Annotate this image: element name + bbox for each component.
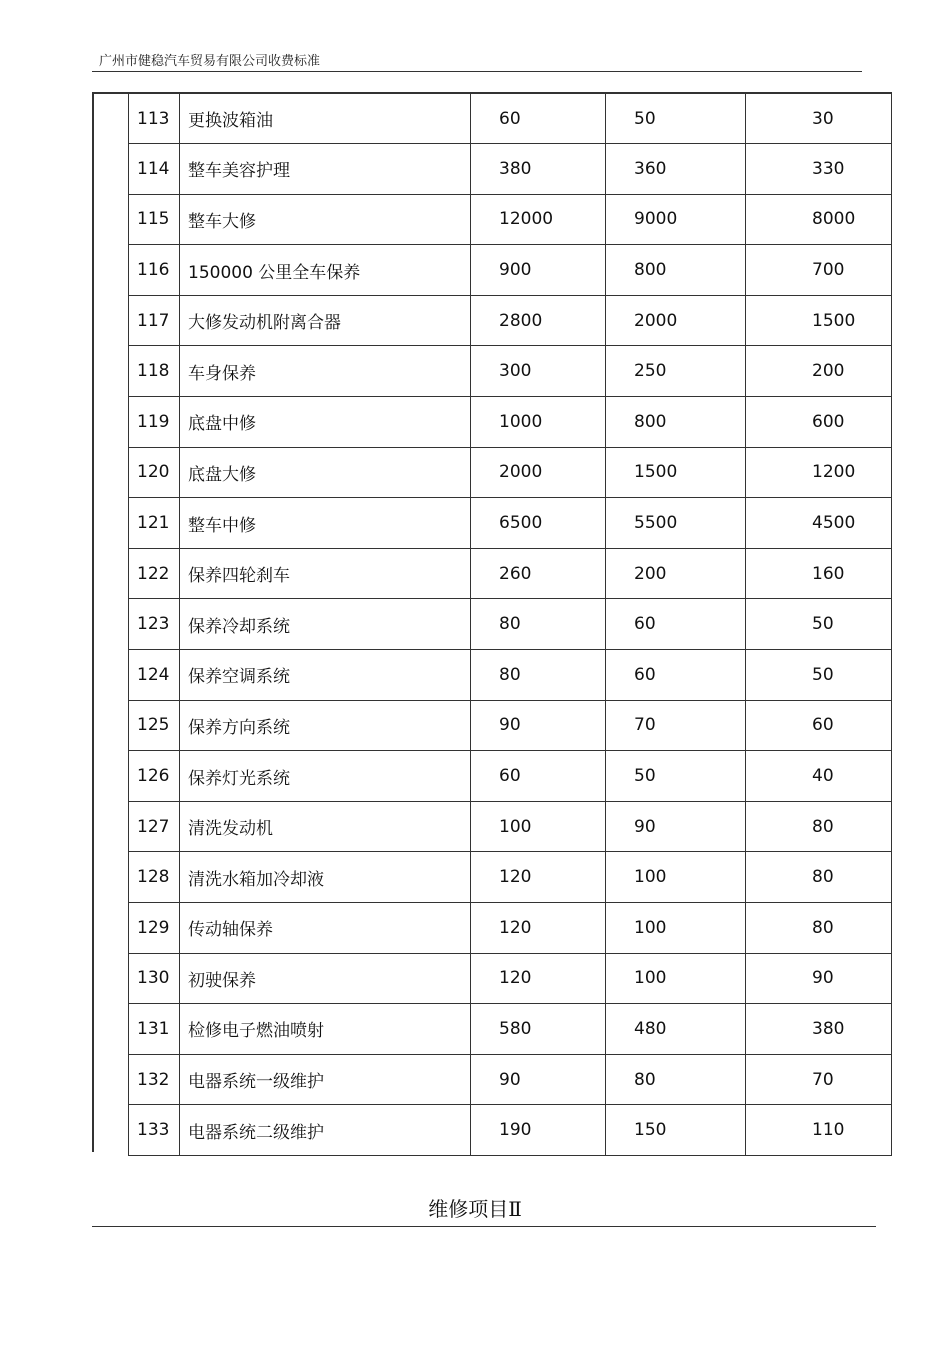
item-number-cell: 121: [129, 498, 180, 549]
item-name-cell: 底盘大修: [180, 447, 471, 498]
price-col3-cell: 60: [746, 700, 892, 751]
price-col1-cell: 300: [471, 346, 606, 397]
price-col3-cell: 600: [746, 397, 892, 448]
price-col3-cell: 330: [746, 144, 892, 195]
item-number-cell: 131: [129, 1004, 180, 1055]
item-name-cell: 更换波箱油: [180, 93, 471, 144]
price-col2-cell: 100: [606, 903, 746, 954]
price-col3-cell: 160: [746, 548, 892, 599]
footer-divider: [92, 1226, 876, 1227]
table-row: [129, 801, 892, 852]
price-col2-cell: 1500: [606, 447, 746, 498]
section-title: 维修项目Ⅱ: [428, 1197, 522, 1221]
price-col3-cell: 30: [746, 93, 892, 144]
price-col3-cell: 110: [746, 1105, 892, 1156]
price-col1-cell: 1000: [471, 397, 606, 448]
table-row: [129, 1004, 892, 1055]
item-number-cell: 118: [129, 346, 180, 397]
item-name-cell: 清洗发动机: [180, 801, 471, 852]
item-number-cell: 116: [129, 245, 180, 296]
item-name-cell: 初驶保养: [180, 953, 471, 1004]
table-row: [129, 1105, 892, 1156]
price-col1-cell: 2800: [471, 295, 606, 346]
price-col1-cell: 100: [471, 801, 606, 852]
item-name-cell: 保养方向系统: [180, 700, 471, 751]
table-row: [129, 397, 892, 448]
price-col2-cell: 50: [606, 751, 746, 802]
document-header-title: 广州市健稳汽车贸易有限公司收费标准: [99, 54, 321, 69]
price-col3-cell: 50: [746, 599, 892, 650]
table-row: [129, 953, 892, 1004]
item-name-cell: 整车中修: [180, 498, 471, 549]
price-col1-cell: 380: [471, 144, 606, 195]
table-row: [129, 295, 892, 346]
item-name-cell: 保养灯光系统: [180, 751, 471, 802]
table-row: [129, 650, 892, 701]
price-col2-cell: 60: [606, 599, 746, 650]
item-number-cell: 132: [129, 1054, 180, 1105]
item-number-cell: 124: [129, 650, 180, 701]
table-row: [129, 700, 892, 751]
header-divider: [92, 71, 862, 72]
table-row: [129, 144, 892, 195]
item-number-cell: 128: [129, 852, 180, 903]
item-name-cell: 保养冷却系统: [180, 599, 471, 650]
item-name-cell: 清洗水箱加冷却液: [180, 852, 471, 903]
price-col3-cell: 1200: [746, 447, 892, 498]
item-name-cell: 整车美容护理: [180, 144, 471, 195]
price-col3-cell: 90: [746, 953, 892, 1004]
table-row: [129, 245, 892, 296]
item-number-cell: 123: [129, 599, 180, 650]
price-col2-cell: 2000: [606, 295, 746, 346]
price-col2-cell: 150: [606, 1105, 746, 1156]
item-number-cell: 117: [129, 295, 180, 346]
item-number-cell: 130: [129, 953, 180, 1004]
price-col1-cell: 90: [471, 1054, 606, 1105]
item-number-cell: 127: [129, 801, 180, 852]
price-col2-cell: 90: [606, 801, 746, 852]
price-col3-cell: 50: [746, 650, 892, 701]
price-table-body: [129, 93, 892, 1155]
item-name-cell: 检修电子燃油喷射: [180, 1004, 471, 1055]
price-col2-cell: 100: [606, 852, 746, 903]
price-col1-cell: 90: [471, 700, 606, 751]
price-col1-cell: 900: [471, 245, 606, 296]
price-col1-cell: 12000: [471, 194, 606, 245]
price-col1-cell: 190: [471, 1105, 606, 1156]
price-col3-cell: 80: [746, 852, 892, 903]
price-col2-cell: 100: [606, 953, 746, 1004]
price-col2-cell: 60: [606, 650, 746, 701]
price-col3-cell: 70: [746, 1054, 892, 1105]
price-col1-cell: 6500: [471, 498, 606, 549]
item-name-cell: 大修发动机附离合器: [180, 295, 471, 346]
item-name-cell: 保养空调系统: [180, 650, 471, 701]
item-name-cell: 电器系统一级维护: [180, 1054, 471, 1105]
table-row: [129, 751, 892, 802]
item-number-cell: 119: [129, 397, 180, 448]
item-number-cell: 133: [129, 1105, 180, 1156]
price-col1-cell: 120: [471, 852, 606, 903]
price-col2-cell: 9000: [606, 194, 746, 245]
price-col3-cell: 1500: [746, 295, 892, 346]
table-row: [129, 346, 892, 397]
table-row: [129, 194, 892, 245]
price-col3-cell: 80: [746, 801, 892, 852]
item-number-cell: 125: [129, 700, 180, 751]
item-number-cell: 126: [129, 751, 180, 802]
item-number-cell: 120: [129, 447, 180, 498]
left-margin-tick: [92, 92, 128, 94]
item-name-cell: 150000 公里全车保养: [180, 245, 471, 296]
item-name-cell: 底盘中修: [180, 397, 471, 448]
price-col1-cell: 80: [471, 599, 606, 650]
item-name-cell: 车身保养: [180, 346, 471, 397]
price-col1-cell: 580: [471, 1004, 606, 1055]
item-name-cell: 电器系统二级维护: [180, 1105, 471, 1156]
item-name-cell: 传动轴保养: [180, 903, 471, 954]
item-name-cell: 整车大修: [180, 194, 471, 245]
table-row: [129, 447, 892, 498]
table-row: [129, 498, 892, 549]
item-number-cell: 114: [129, 144, 180, 195]
item-number-cell: 113: [129, 93, 180, 144]
price-col1-cell: 2000: [471, 447, 606, 498]
table-row: [129, 1054, 892, 1105]
price-table: [128, 92, 892, 1156]
table-row: [129, 852, 892, 903]
price-col2-cell: 480: [606, 1004, 746, 1055]
item-name-cell: 保养四轮刹车: [180, 548, 471, 599]
price-col1-cell: 120: [471, 903, 606, 954]
price-col1-cell: 80: [471, 650, 606, 701]
price-col1-cell: 60: [471, 751, 606, 802]
price-col1-cell: 260: [471, 548, 606, 599]
price-col3-cell: 4500: [746, 498, 892, 549]
table-row: [129, 903, 892, 954]
price-col2-cell: 360: [606, 144, 746, 195]
price-col3-cell: 380: [746, 1004, 892, 1055]
table-row: [129, 599, 892, 650]
price-col3-cell: 40: [746, 751, 892, 802]
price-col3-cell: 700: [746, 245, 892, 296]
item-number-cell: 122: [129, 548, 180, 599]
price-col3-cell: 80: [746, 903, 892, 954]
price-col3-cell: 8000: [746, 194, 892, 245]
price-col2-cell: 80: [606, 1054, 746, 1105]
left-margin-rule: [92, 92, 94, 1152]
item-number-cell: 115: [129, 194, 180, 245]
price-col2-cell: 200: [606, 548, 746, 599]
price-col2-cell: 50: [606, 93, 746, 144]
item-number-cell: 129: [129, 903, 180, 954]
price-col2-cell: 800: [606, 397, 746, 448]
table-row: [129, 93, 892, 144]
price-col2-cell: 250: [606, 346, 746, 397]
price-col2-cell: 800: [606, 245, 746, 296]
price-col2-cell: 70: [606, 700, 746, 751]
price-col1-cell: 60: [471, 93, 606, 144]
price-col2-cell: 5500: [606, 498, 746, 549]
price-col3-cell: 200: [746, 346, 892, 397]
table-row: [129, 548, 892, 599]
price-col1-cell: 120: [471, 953, 606, 1004]
